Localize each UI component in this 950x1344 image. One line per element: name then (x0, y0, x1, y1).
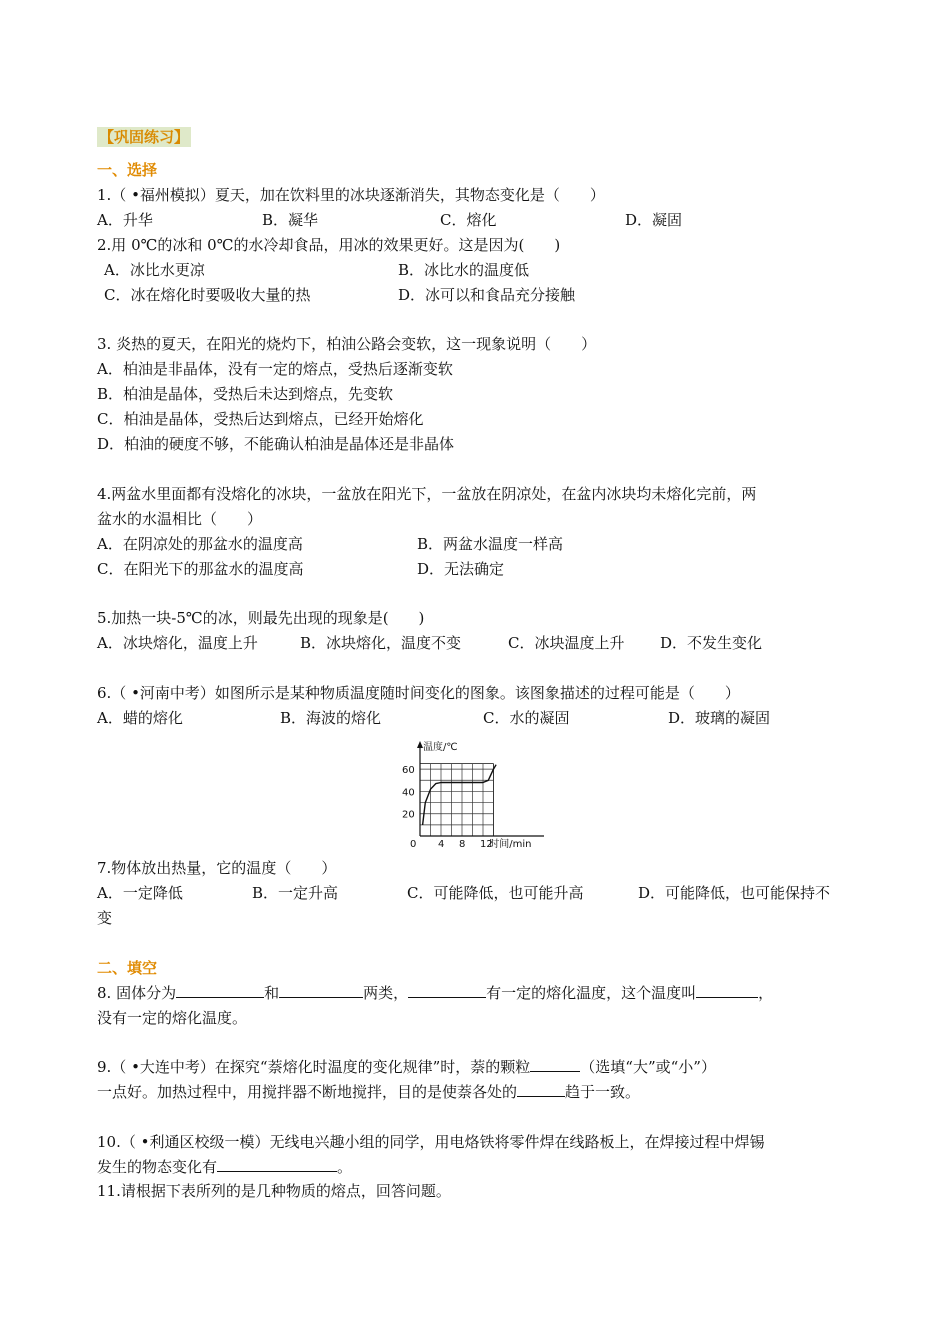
q2-stem: 2.用 0℃的冰和 0℃的水冷却食品，用冰的效果更好。这是因为( ) (97, 236, 561, 254)
q1-option-d: D．凝固 (625, 211, 683, 229)
chart-tick-labels (402, 765, 493, 850)
q4-option-a: A．在阴凉处的那盆水的温度高 (97, 535, 303, 553)
q4-stem-line2: 盆水的水温相比（ ） (97, 510, 263, 528)
q8-blank-4[interactable] (696, 983, 758, 998)
q9-blank-2[interactable] (517, 1082, 565, 1097)
q1-stem: 1.（ •福州模拟）夏天，加在饮料里的冰块逐渐消失，其物态变化是（ ） (97, 186, 605, 204)
q3-option-b: B．柏油是晶体，受热后未达到熔点，先变软 (97, 385, 394, 403)
q8-blank-1[interactable] (176, 983, 264, 998)
y-tick-label: 60 (402, 765, 415, 777)
q3-stem: 3. 炎热的夏天，在阳光的烧灼下，柏油公路会变软，这一现象说明（ ） (97, 335, 597, 353)
section-fill-heading: 二、填空 (97, 959, 158, 977)
x-tick-label: 4 (438, 839, 445, 850)
q4-option-d: D．无法确定 (417, 560, 505, 578)
q1-option-b: B．凝华 (262, 211, 319, 229)
chart-axes (417, 741, 544, 836)
q5-option-d: D．不发生变化 (660, 634, 763, 652)
q8-blank-3[interactable] (408, 983, 486, 998)
q8-text-4: 有一定的熔化温度，这个温度叫 (486, 984, 697, 1002)
q6-option-a: A．蜡的熔化 (97, 709, 183, 727)
q7-option-d: D．可能降低，也可能保持不 (638, 884, 831, 902)
q10-line2 (97, 1157, 352, 1177)
q5-option-a: A．冰块熔化，温度上升 (97, 634, 258, 652)
q10-text-3: 。 (337, 1158, 353, 1176)
q10-blank[interactable] (217, 1157, 337, 1172)
q8-blank-2[interactable] (279, 983, 363, 998)
q8-text-1: 8. 固体分为 (97, 984, 177, 1002)
q7-option-d-continued: 变 (97, 909, 113, 927)
q8-line1 (97, 983, 773, 1003)
temperature-curve (423, 765, 497, 825)
section-choice-heading: 一、选择 (97, 161, 158, 179)
y-tick-label: 20 (402, 809, 415, 821)
q7-stem: 7.物体放出热量，它的温度（ ） (97, 859, 337, 877)
practice-tag: 【巩固练习】 (99, 128, 190, 146)
q2-option-b: B．冰比水的温度低 (398, 261, 530, 279)
x-axis-label: 时间/min (489, 839, 532, 850)
q9-line1 (97, 1057, 716, 1077)
q5-option-b: B．冰块熔化，温度不变 (300, 634, 462, 652)
q9-line2 (97, 1082, 640, 1102)
q4-option-b: B．两盆水温度一样高 (417, 535, 564, 553)
q6-option-c: C．水的凝固 (483, 709, 570, 727)
q11-stem: 11.请根据下表所列的是几种物质的熔点，回答问题。 (97, 1182, 451, 1200)
x-tick-label: 0 (410, 839, 417, 850)
q1-option-a: A．升华 (97, 211, 153, 229)
q4-stem-line1: 4.两盆水里面都有没熔化的冰块，一盆放在阳光下，一盆放在阴凉处，在盆内冰块均未熔化完前，两 (97, 485, 757, 503)
y-axis-label: 温度/℃ (423, 742, 458, 753)
q9-text-4: 趋于一致。 (565, 1083, 641, 1101)
q10-text-2: 发生的物态变化有 (97, 1158, 218, 1176)
q7-option-c: C．可能降低，也可能升高 (407, 884, 584, 902)
q5-stem: 5.加热一块-5℃的冰，则最先出现的现象是( ) (97, 609, 425, 627)
q1-option-c: C．熔化 (440, 211, 497, 229)
q2-option-a: A．冰比水更凉 (104, 261, 205, 279)
x-tick-label: 12 (480, 839, 493, 850)
q7-option-b: B．一定升高 (252, 884, 339, 902)
q7-option-a: A．一定降低 (97, 884, 183, 902)
q3-option-d: D．柏油的硬度不够，不能确认柏油是晶体还是非晶体 (97, 435, 455, 453)
q6-option-d: D．玻璃的凝固 (668, 709, 771, 727)
q6-stem: 6.（ •河南中考）如图所示是某种物质温度随时间变化的图象。该图象描述的过程可能是（ ） (97, 684, 740, 702)
q10-line1: 10.（ •利通区校级一模）无线电兴趣小组的同学，用电烙铁将零件焊在线路板上，在焊接过程中焊锡 (97, 1133, 765, 1151)
q8-text-3: 两类， (363, 984, 409, 1002)
y-tick-label: 40 (402, 787, 415, 799)
q4-option-c: C．在阳光下的那盆水的温度高 (97, 560, 304, 578)
q9-blank-1[interactable] (530, 1057, 580, 1072)
temperature-time-chart (398, 738, 548, 850)
q8-text-2: 和 (264, 984, 280, 1002)
q9-text-1: 9.（ •大连中考）在探究“萘熔化时温度的变化规律”时，萘的颗粒 (97, 1058, 531, 1076)
chart-series (423, 765, 497, 825)
q2-option-d: D．冰可以和食品充分接触 (398, 286, 576, 304)
q6-option-b: B．海波的熔化 (280, 709, 382, 727)
x-tick-label: 8 (459, 839, 466, 850)
chart-grid (420, 764, 494, 836)
q9-text-2: （选填“大”或“小”） (580, 1058, 716, 1076)
q8-line2: 没有一定的熔化温度。 (97, 1009, 248, 1027)
q3-option-a: A．柏油是非晶体，没有一定的熔点，受热后逐渐变软 (97, 360, 453, 378)
q8-text-5: ， (758, 984, 774, 1002)
q5-option-c: C．冰块温度上升 (508, 634, 625, 652)
q2-option-c: C．冰在熔化时要吸收大量的热 (104, 286, 311, 304)
q3-option-c: C．柏油是晶体，受热后达到熔点，已经开始熔化 (97, 410, 424, 428)
q9-text-3: 一点好。加热过程中，用搅拌器不断地搅拌，目的是使萘各处的 (97, 1083, 518, 1101)
